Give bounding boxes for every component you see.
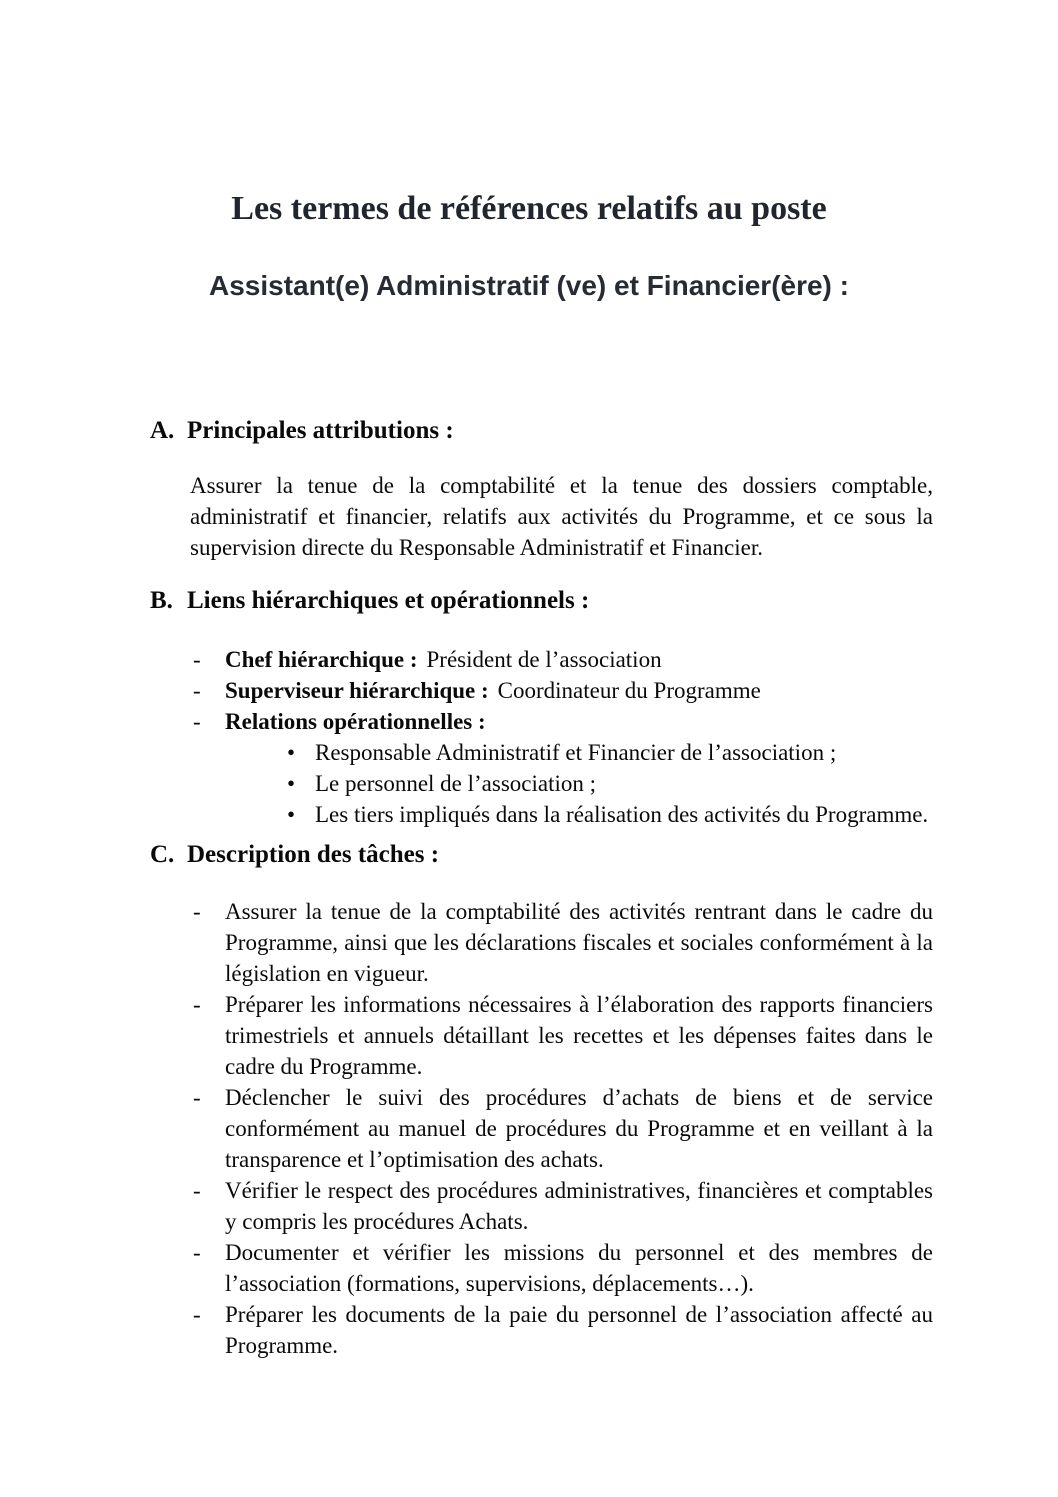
dash-icon: - <box>193 678 201 703</box>
list-item <box>193 1299 933 1361</box>
dash-icon: - <box>193 1302 201 1327</box>
bullet-icon: • <box>287 802 296 827</box>
list-item <box>193 675 933 706</box>
section-a-paragraph: Assurer la tenue de la comptabilité et la tenue des dossiers comptable, administratif et financier, relatifs aux activités du Programme, et ce sous la supervision directe du Responsable Administratif et Financier. <box>190 473 933 560</box>
list-item <box>193 1082 933 1175</box>
section-c-heading <box>150 839 933 870</box>
list-item-text <box>225 675 761 706</box>
dash-icon: - <box>193 709 201 734</box>
document-body <box>0 415 1058 1361</box>
list-item <box>193 896 933 989</box>
list-item-label: Chef hiérarchique : <box>225 647 418 672</box>
section-b-heading-label: Liens hiérarchiques et opérationnels : <box>187 587 590 614</box>
list-item <box>193 989 933 1082</box>
section-b-heading <box>150 585 933 616</box>
dash-icon: - <box>193 899 201 924</box>
list-item-text: Le personnel de l’association ; <box>315 771 597 796</box>
list-item-label: Superviseur hiérarchique : <box>225 678 489 703</box>
dash-icon: - <box>193 1085 201 1110</box>
list-item <box>193 706 933 737</box>
dash-icon: - <box>193 1240 201 1265</box>
list-item <box>193 1237 933 1299</box>
section-b-marker: B. <box>150 587 173 614</box>
list-item-text <box>225 644 662 675</box>
list-item <box>287 737 933 768</box>
section-b-bullet-list <box>287 737 933 830</box>
list-item-text: Vérifier le respect des procédures administratives, financières et comptables y compris les procédures Achats. <box>225 1178 933 1234</box>
list-item-text: Les tiers impliqués dans la réalisation des activités du Programme. <box>315 802 929 827</box>
section-b-dash-list <box>193 644 933 737</box>
list-item-text: Préparer les informations nécessaires à l’élaboration des rapports financiers trimestriels et annuels détaillant les recettes et les dépenses faites dans le cadre du Programme. <box>225 992 933 1079</box>
document-subtitle: Assistant(e) Administratif (ve) et Financier(ère) : <box>209 270 849 301</box>
list-item-value: Coordinateur du Programme <box>497 678 761 703</box>
list-item <box>287 768 933 799</box>
list-item-text: Responsable Administratif et Financier de l’association ; <box>315 740 837 765</box>
dash-icon: - <box>193 647 201 672</box>
section-c-heading-label: Description des tâches : <box>187 841 440 868</box>
list-item-text: Assurer la tenue de la comptabilité des activités rentrant dans le cadre du Programme, ainsi que les déclarations fiscales et sociales conformément à la législation en vigueur. <box>225 899 933 986</box>
list-item-value: Président de l’association <box>426 647 662 672</box>
bullet-icon: • <box>287 740 296 765</box>
list-item-text <box>225 706 495 737</box>
list-item-label: Relations opérationnelles : <box>225 709 486 734</box>
list-item-text: Déclencher le suivi des procédures d’achats de biens et de service conformément au manuel de procédures du Programme et en veillant à la transparence et l’optimisation des achats. <box>225 1085 933 1172</box>
bullet-icon: • <box>287 771 296 796</box>
section-a-heading-label: Principales attributions : <box>187 417 454 444</box>
list-item <box>287 799 933 830</box>
document-title: Les termes de références relatifs au poste <box>231 190 827 227</box>
list-item-text: Préparer les documents de la paie du personnel de l’association affecté au Programme. <box>225 1302 933 1358</box>
section-a-heading <box>150 415 933 446</box>
dash-icon: - <box>193 992 201 1017</box>
section-c-task-list <box>193 896 933 1361</box>
list-item <box>193 644 933 675</box>
list-item <box>193 1175 933 1237</box>
dash-icon: - <box>193 1178 201 1203</box>
section-c-marker: C. <box>150 841 175 868</box>
section-a-marker: A. <box>150 417 175 444</box>
list-item-text: Documenter et vérifier les missions du personnel et des membres de l’association (formations, supervisions, déplacements…). <box>225 1240 933 1296</box>
